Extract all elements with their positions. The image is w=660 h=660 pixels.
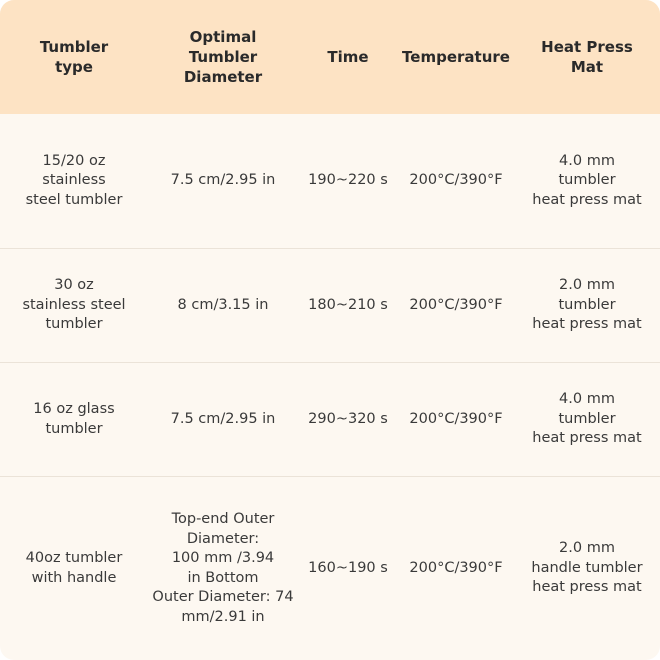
cell-temperature: 200°C/390°F bbox=[409, 410, 503, 427]
cell-temperature: 200°C/390°F bbox=[409, 559, 503, 576]
header-tumbler-type: Tumbler type bbox=[39, 38, 109, 76]
table-row bbox=[0, 248, 660, 362]
cell-optimal-diameter: 8 cm/3.15 in bbox=[177, 296, 269, 313]
cell-optimal-diameter: Top-end Outer Diameter: 100 mm /3.94 in Bottom Outer Diameter: 74 mm/2.91 in bbox=[152, 511, 294, 625]
cell-temperature: 200°C/390°F bbox=[409, 172, 503, 189]
cell-time: 160~190 s bbox=[308, 559, 388, 576]
cell-heat-press-mat: 2.0 mm handle tumbler heat press mat bbox=[531, 540, 643, 596]
cell-tumbler-type: 16 oz glass tumbler bbox=[33, 401, 115, 437]
cell-tumbler-type: 30 oz stainless steel tumbler bbox=[22, 277, 126, 333]
table-row bbox=[0, 362, 660, 476]
header-temperature: Temperature bbox=[402, 48, 510, 66]
cell-optimal-diameter: 7.5 cm/2.95 in bbox=[170, 410, 276, 427]
header-time: Time bbox=[327, 48, 369, 66]
header-heat-press-mat: Heat Press Mat bbox=[541, 38, 633, 76]
cell-time: 180~210 s bbox=[308, 296, 388, 313]
header-optimal-diameter: Optimal Tumbler Diameter bbox=[183, 28, 263, 86]
cell-heat-press-mat: 2.0 mm tumbler heat press mat bbox=[532, 277, 642, 333]
cell-temperature: 200°C/390°F bbox=[409, 296, 503, 313]
table-row bbox=[0, 114, 660, 248]
cell-tumbler-type: 40oz tumbler with handle bbox=[25, 550, 123, 586]
cell-optimal-diameter: 7.5 cm/2.95 in bbox=[170, 172, 276, 189]
cell-heat-press-mat: 4.0 mm tumbler heat press mat bbox=[532, 152, 642, 208]
cell-tumbler-type: 15/20 oz stainless steel tumbler bbox=[25, 152, 123, 208]
cell-time: 290~320 s bbox=[308, 410, 388, 427]
cell-heat-press-mat: 4.0 mm tumbler heat press mat bbox=[532, 391, 642, 447]
table-header-row bbox=[0, 0, 660, 114]
cell-time: 190~220 s bbox=[308, 172, 388, 189]
table-row bbox=[0, 476, 660, 660]
